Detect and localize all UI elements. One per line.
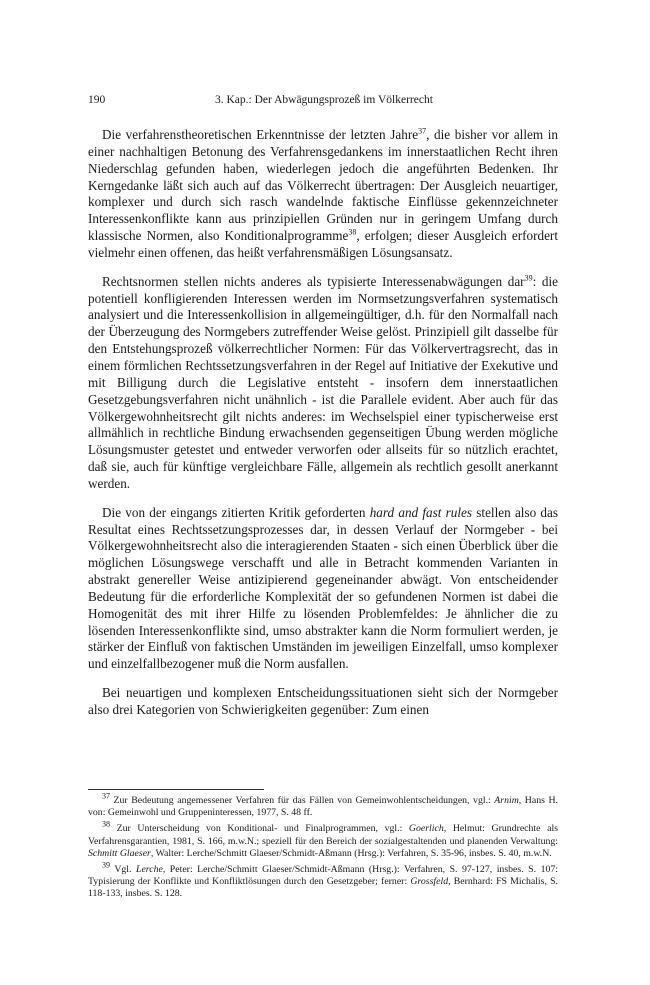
author-name: Arnim xyxy=(494,795,519,806)
footnote-text: , Helmut: Grundrechte als Verfahrensgarantien, 1981, S. 166, m.w.N.; speziell für den Bereich der sozialgestaltenden und planenden Verwaltung: xyxy=(88,823,559,847)
footnote-text: Zur Bedeutung angemessener Verfahren für das Fällen von Gemeinwohlentscheidungen, vgl.: xyxy=(110,795,495,806)
paragraph-text: stellen also das Resultat eines Rechtssetzungsprozesses dar, in dessen Verlauf der Normgeber - bei Völkergewohnheitsrecht also die interagierenden Staaten - sich einen Überblick über die möglichen Lösungswege verschafft und alle in Betracht kommenden Varianten in abstrakt genereller Weise antizipierend gegeneinander abwägt. Von entscheidender Bedeutung für die erforderliche Komplexität der so gefundenen Normen ist dabei die Homogenität des mit ihrer Hilfe zu lösenden Problemfeldes: Je ähnlicher die zu lösenden Interessenkonflikte sind, umso abstrakter kann die Norm formuliert werden, je stärker der Einfluß von faktischen Umständen im jeweiligen Einzelfall, umso komplexer und einzelfallbezogener muß die Norm ausfallen. xyxy=(88,504,559,672)
footnote-text: , Peter: Lerche/Schmitt Glaeser/Schmidt-Aßmann (Hrsg.): Verfahren, S. 97-127, insbes. S. 107: Typisierung der Konflikte und Konfliktlösungen durch den Gesetzgeber; ferner: xyxy=(88,864,558,888)
footnote-number: 39 xyxy=(102,860,110,870)
running-header xyxy=(88,94,558,110)
running-title: 3. Kap.: Der Abwägungsprozeß im Völkerrecht xyxy=(215,94,433,106)
footnote-number: 37 xyxy=(102,791,110,801)
footnote-text: Zur Unterscheidung von Konditional- und Finalprogrammen, vgl.: xyxy=(110,823,409,835)
author-name: Lerche xyxy=(136,864,163,876)
footnote-39 xyxy=(88,860,559,901)
footnote-text: , Hans H. von: Gemeinwohl und Gruppeninteressen, 1977, S. 48 ff. xyxy=(88,795,558,819)
footnote-37 xyxy=(88,791,558,819)
italic-term: hard and fast rules xyxy=(369,504,473,520)
paragraph-2 xyxy=(88,274,558,493)
body-text xyxy=(88,127,558,719)
paragraph-text: Rechtsnormen stellen nichts anderes als typisierte Interessenabwägungen dar xyxy=(102,273,525,289)
paragraph-text: Die von der eingangs zitierten Kritik geforderten xyxy=(102,504,370,520)
footnote-text: , Bernhard: FS Michalis, S. 118-133, insbes. S. 128. xyxy=(88,876,559,900)
footnote-ref-38: 38 xyxy=(348,227,357,237)
paragraph-text: Die verfahrenstheoretischen Erkenntnisse der letzten Jahre xyxy=(102,127,419,142)
author-name: Goerlich xyxy=(408,823,444,835)
paragraph-1 xyxy=(88,127,558,262)
footnote-text: , Walter: Lerche/Schmitt Glaeser/Schmidt-Aßmann (Hrsg.): Verfahren, S. 35-96, insbes. S. 40, m.w.N. xyxy=(150,847,552,859)
paragraph-text: : die potentiell konfligierenden Interessen werden im Normsetzungsverfahren systematisch analysiert und die Interessenkollision in allgemeingültiger, d.h. für den Normalfall nach der Überzeugung des Normgebers zutreffender Weise gelöst. Prinzipiell gilt dasselbe für den Entstehungsprozeß völkerrechtlicher Normen: Für das Völkervertragsrecht, das in einem förmlichen Rechtssetzungsverfahren in der Regel auf Initiative der Exekutive und mit Billigung durch die Legislative entsteht - insofern dem innerstaatlichen Gesetzgebungsverfahren nicht unähnlich - ist die Parallele evident. Aber auch für das Völkergewohnheitsrecht gilt nichts anderes: im Wechselspiel einer typischerweise erst allmählich in rechtliche Bindung erwachsenden gegenseitigen Übung werden mögliche Lösungsmuster getestet und entweder verworfen oder allseits für so nützlich erachtet, daß sie, auch für künftige vergleichbare Fälle, allgemein als rechtlich gesollt anerkannt werden. xyxy=(88,273,558,491)
author-name: Grossfeld xyxy=(410,876,449,888)
footnote-number: 38 xyxy=(102,820,110,830)
page-number: 190 xyxy=(88,94,106,106)
paragraph-4 xyxy=(88,685,558,719)
paragraph-text: Bei neuartigen und komplexen Entscheidungssituationen sieht sich der Normgeber also drei Kategorien von Schwierigkeiten gegenüber: Zum einen xyxy=(88,685,558,717)
footnote-ref-37: 37 xyxy=(418,126,427,136)
author-name: Schmitt Glaeser xyxy=(88,847,151,859)
footnote-text: Vgl. xyxy=(110,864,136,876)
paragraph-text: , erfolgen; dieser Ausgleich erfordert vielmehr einen offenen, das heißt verfahrensmäßigen Lösungsansatz. xyxy=(88,228,558,260)
footnotes xyxy=(88,791,559,905)
footnote-38 xyxy=(88,820,559,860)
footnote-separator xyxy=(88,789,264,790)
footnote-ref-39: 39 xyxy=(524,273,533,283)
paragraph-text: , die bisher vor allem in einer nachhaltigen Betonung des Verfahrensgedankens im innerstaatlichen Recht ihren Niederschlag gefunden haben, wiederlegen jedoch die angeführten Bedenken. Ihr Kerngedanke läßt sich auch auf das Völkerrecht übertragen: Der Ausgleich neuartiger, komplexer und durch sich rasch wandelnde faktische Einflüsse gekennzeichneter Interessenkonflikte kann aus prinzipiellen Gründen nur in geringem Umfang durch klassische Normen, also Konditionalprogramme xyxy=(88,127,558,244)
paragraph-3 xyxy=(88,505,558,673)
